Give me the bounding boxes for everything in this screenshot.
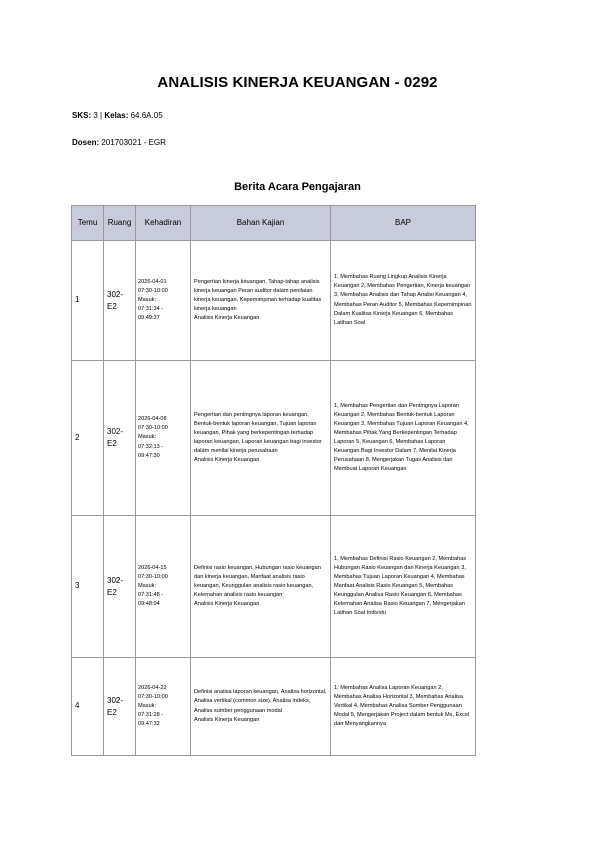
kehadiran-in: 07:31:34 - <box>138 306 164 313</box>
kehadiran-in: 07:32:13 - <box>138 443 164 450</box>
table-row <box>72 516 476 658</box>
cell-ruang: 302-E2 <box>104 361 136 516</box>
sks-label: SKS: <box>72 111 92 120</box>
kehadiran-out: 09:47:32 <box>138 721 160 728</box>
table-row <box>72 361 476 516</box>
header-bap: BAP <box>331 206 476 241</box>
cell-bahan-kajian: Pengertian dan pentingnya laporan keuangan, Bentuk-bentuk laporan keuangan, Tujuan laporan keuangan, Pihak yang berkepentingan terhadap laporan keuangan, Laporan keuangan bagi investor dalam menilai kinerja perusahaan Analisis Kinerja Keuangan <box>191 361 331 516</box>
table-row <box>72 241 476 361</box>
cell-ruang: 302-E2 <box>104 658 136 756</box>
kehadiran-date: 2026-04-01 <box>138 278 167 285</box>
cell-bap: 1, Membahas Analisa Laporan Keuangan 2, Membahas Analisa Horizontal 3, Membahas Analisa Vertikal 4, Membahas Analisa Sumber Penggunaan Modal 5, Mengerjakan Project dalam bentuk Ms, Excel dan Menyangkannya <box>331 658 476 756</box>
cell-temu: 3 <box>72 516 104 658</box>
header-kehadiran: Kehadiran <box>136 206 191 241</box>
kehadiran-label: Masuk: <box>138 434 157 441</box>
header-temu: Temu <box>72 206 104 241</box>
cell-temu: 1 <box>72 241 104 361</box>
cell-kehadiran <box>136 516 191 658</box>
cell-ruang: 302-E2 <box>104 241 136 361</box>
kehadiran-out: 09:49:37 <box>138 315 160 322</box>
kehadiran-in: 07:31:48 - <box>138 592 164 599</box>
kehadiran-out: 09:47:30 <box>138 452 160 459</box>
cell-bahan-kajian: Definisi rasio keuangan, Hubungan rasio keuangan dan kinerja keuangan, Manfaat analisis rasio keuangan, Keunggulan analisis rasio keuangan, Kelemahan analisis rasio keuangan Analisis Kinerja Keuangan <box>191 516 331 658</box>
kelas-value: 64.6A.05 <box>130 111 163 120</box>
cell-bap: 1, Membahas Pengertian dan Pentingnya Laporan Keuangan 2, Membahas Bentuk-bentuk Laporan Keuangan 3, Membahas Tujuan Laporan Keuangan 4, Membahas Pihak Yang Berkepentingan Terhadap Laporan 5, Keuangan 6, Membahas Laporan Keuangan Bagi Investor Dalam 7, Menilai Kinerja Perusahaan 8, Mengerjakan Tugas Analisis dan Membuat Laporan Keuangan <box>331 361 476 516</box>
cell-kehadiran <box>136 361 191 516</box>
kehadiran-label: Masuk: <box>138 296 157 303</box>
section-title: Berita Acara Pengajaran <box>234 181 361 193</box>
kehadiran-out: 09:48:04 <box>138 601 160 608</box>
table-header-row <box>72 206 476 241</box>
cell-bahan-kajian: Pengertian kinerja keuangan, Tahap-tahap analisis kinerja keuangan Peran auditor dalam penilaian kinerja keuangan, Kepemimpinan terhadap kualitas kinerja keuangan Analisis Kinerja Keuangan <box>191 241 331 361</box>
dosen-label: Dosen: <box>72 138 100 147</box>
dosen-meta <box>72 138 166 147</box>
cell-kehadiran <box>136 241 191 361</box>
cell-temu: 4 <box>72 658 104 756</box>
kehadiran-slot: 07:30-10:00 <box>138 425 168 432</box>
dosen-value: 201703021 - EGR <box>101 138 166 147</box>
cell-ruang: 302-E2 <box>104 516 136 658</box>
header-ruang: Ruang <box>104 206 136 241</box>
kehadiran-in: 07:31:28 - <box>138 712 164 719</box>
table-row <box>72 658 476 756</box>
kehadiran-slot: 07:30-10:00 <box>138 573 168 580</box>
page-title: ANALISIS KINERJA KEUANGAN - 0292 <box>157 74 438 91</box>
cell-bahan-kajian: Definisi analisa laporan keuangan, Analisa horizontal, Analisa vertikal (common size), Analisa indeks, Analisa sumber penggunaan modal Analisis Kinerja Keuangan <box>191 658 331 756</box>
sks-value: 3 <box>93 111 98 120</box>
cell-temu: 2 <box>72 361 104 516</box>
cell-bap: 1, Membahas Definisi Rasio Keuangan 2, Membahas Hubungan Rasio Keuangan dan Kinerja Keuangan 3, Membahas Tujuan Laporan Keuangan 4, Membahas Manfaat Analisis Rasio Keuangan 5, Membahas Keunggulan Analisa Rasio Keuangan 6, Membahas Kelemahan Analisa Rasio Keuangan 7, Mengerjakan Latihan Soal Individu <box>331 516 476 658</box>
kehadiran-date: 2026-04-08 <box>138 416 167 423</box>
kehadiran-label: Masuk: <box>138 582 157 589</box>
meta-separator: | <box>100 111 103 120</box>
cell-kehadiran <box>136 658 191 756</box>
cell-bap: 1, Membahas Ruang Lingkup Analisis Kinerja Keuangan 2, Membahas Pengertian, Kinerja keuangan 3, Membahas Analisis dan Tahap Analisi Keuangan 4, Membahas Peran Auditor 5, Membahas Kepemimpinan Dalam Kualitas Kinerja Keuangan 6, Membahas Latihan Soal <box>331 241 476 361</box>
kelas-label: Kelas: <box>104 111 129 120</box>
kehadiran-slot: 07:30-10:00 <box>138 287 168 294</box>
header-bahan-kajian: Bahan Kajian <box>191 206 331 241</box>
course-meta <box>72 111 163 120</box>
kehadiran-slot: 07:30-10:00 <box>138 693 168 700</box>
kehadiran-date: 2026-04-22 <box>138 684 167 691</box>
bap-table <box>71 205 476 756</box>
kehadiran-date: 2026-04-15 <box>138 564 167 571</box>
kehadiran-label: Masuk: <box>138 702 157 709</box>
